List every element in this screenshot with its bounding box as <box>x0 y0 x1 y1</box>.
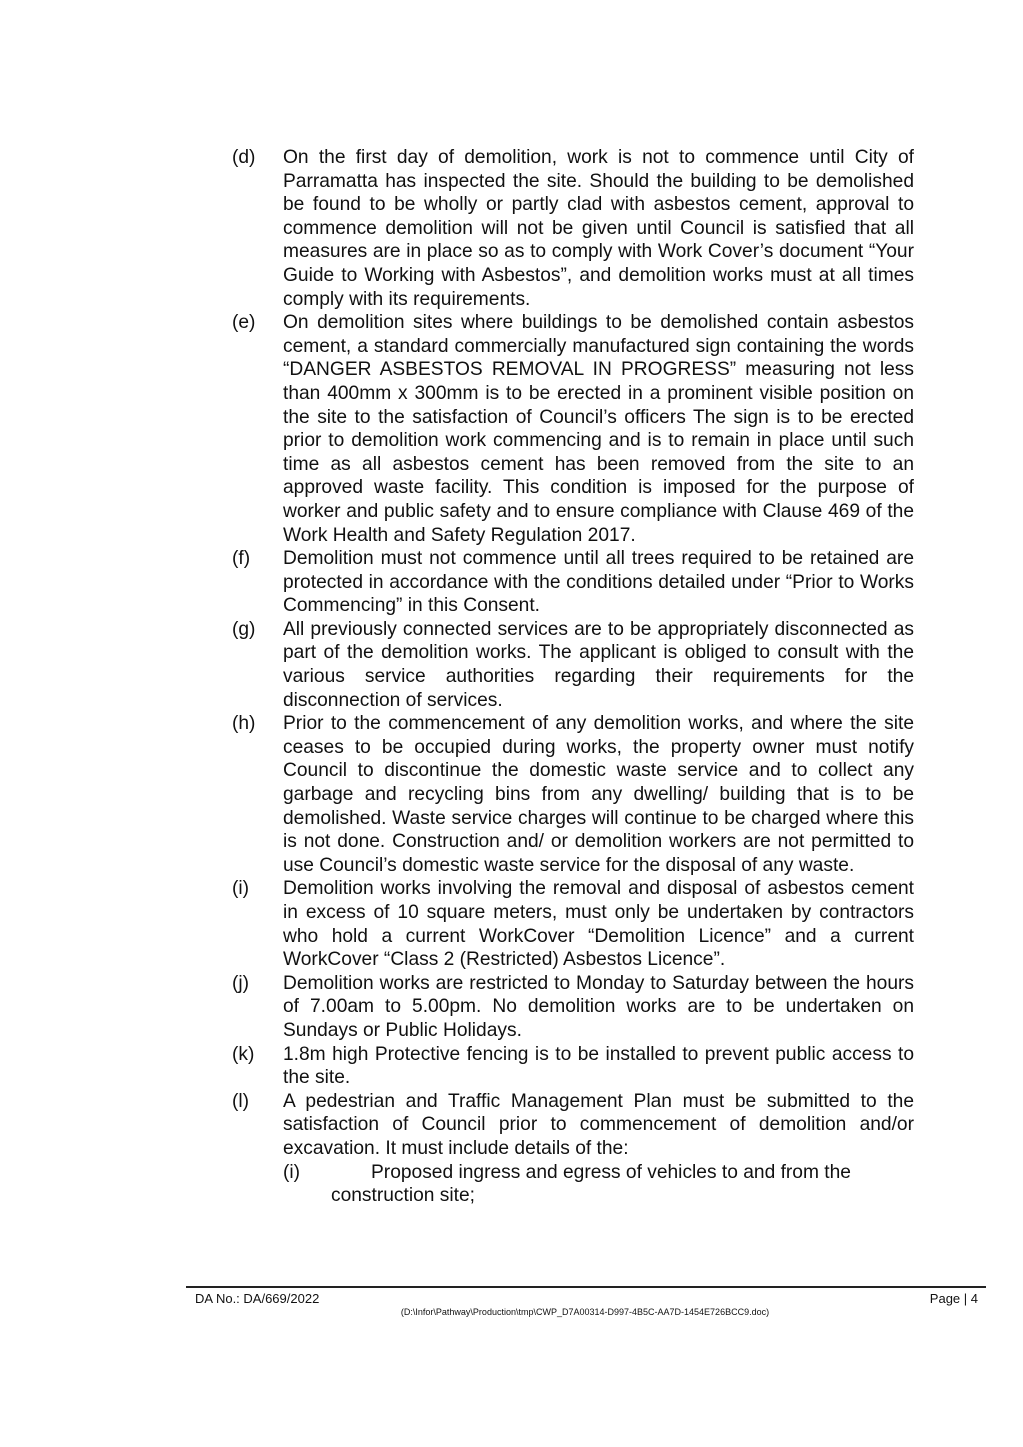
condition-marker: (d) <box>232 147 256 168</box>
condition-text: 1.8m high Protective fencing is to be installed to prevent public access to the site. <box>283 1043 914 1089</box>
footer-file-path: (D:\Infor\Pathway\Production\tmp\CWP_D7A00314-D997-4B5C-AA7D-1454E726BCC9.doc) <box>400 1307 770 1317</box>
conditions-list <box>232 146 914 1208</box>
condition-text-body: A pedestrian and Traffic Management Plan must be submitted to the satisfaction of Council prior to commencement of demolition and/or excavation. It must include details of the: <box>283 1090 914 1159</box>
condition-text: On the first day of demolition, work is not to commence until City of Parramatta has inspected the site. Should the building to be demolished be found to be wholly or partly clad with asbestos cement, approval to commence demolition will not be given until Council is satisfied that all measures are in place so as to comply with Work Cover’s document “Your Guide to Working with Asbestos”, and demolition works must at all times comply with its requirements. <box>283 147 914 310</box>
condition-k <box>232 1043 914 1090</box>
condition-l <box>232 1090 914 1208</box>
condition-marker: (e) <box>232 312 256 334</box>
condition-d <box>232 146 914 311</box>
footer-page-number: Page | 4 <box>929 1291 978 1306</box>
subcondition-text-line: Proposed ingress and egress of vehicles to and from the <box>371 1161 851 1183</box>
footer-da-number: DA No.: DA/669/2022 <box>195 1291 320 1306</box>
condition-text: Demolition must not commence until all trees required to be retained are protected in accordance with the conditions detailed under “Prior to Works Commencing” in this Consent. <box>283 548 914 617</box>
condition-j <box>232 972 914 1043</box>
condition-marker: (j) <box>232 972 250 994</box>
subcondition-marker: (i) <box>283 1161 301 1183</box>
condition-i <box>232 877 914 971</box>
condition-marker: (i) <box>232 878 250 900</box>
condition-text: All previously connected services are to be appropriately disconnected as part of the demolition works. The applicant is obliged to consult with the various service authorities regarding their requirements for the disconnection of services. <box>283 618 914 711</box>
condition-text: On demolition sites where buildings to be demolished contain asbestos cement, a standard commercially manufactured sign containing the words “DANGER ASBESTOS REMOVAL IN PROGRESS” measuring not less than 400mm x 300mm is to be erected in a prominent visible position on the site to the satisfaction of Council’s officers The sign is to be erected prior to demolition work commencing and is to remain in place until such time as all asbestos cement has been removed from the site to an approved waste facility. This condition is imposed for the purpose of worker and public safety and to ensure compliance with Clause 469 of the Work Health and Safety Regulation 2017. <box>283 312 914 546</box>
condition-h <box>232 712 914 877</box>
condition-text <box>283 1090 914 1208</box>
condition-f <box>232 547 914 618</box>
condition-marker: (g) <box>232 618 256 640</box>
subcondition-i <box>283 1161 914 1208</box>
condition-e <box>232 311 914 547</box>
condition-text: Demolition works involving the removal and disposal of asbestos cement in excess of 10 square meters, must only be undertaken by contractors who hold a current WorkCover “Demolition Licence” and a current WorkCover “Class 2 (Restricted) Asbestos Licence”. <box>283 878 914 971</box>
condition-marker: (l) <box>232 1090 250 1112</box>
subcondition-text <box>331 1161 914 1208</box>
condition-marker: (f) <box>232 548 251 570</box>
condition-marker: (h) <box>232 713 256 735</box>
condition-marker: (k) <box>232 1043 255 1065</box>
condition-text: Prior to the commencement of any demolition works, and where the site ceases to be occupied during works, the property owner must notify Council to discontinue the domestic waste service and to collect any garbage and recycling bins from any dwelling/ building that is to be demolished. Waste service charges will continue to be charged where this is not done. Construction and/ or demolition workers are not permitted to use Council’s domestic waste service for the disposal of any waste. <box>283 713 914 876</box>
condition-g <box>232 618 914 712</box>
subcondition-text-continuation: construction site; <box>331 1185 475 1207</box>
footer-divider <box>186 1286 986 1288</box>
condition-text: Demolition works are restricted to Monday to Saturday between the hours of 7.00am to 5.00pm. No demolition works are to be undertaken on Sundays or Public Holidays. <box>283 972 914 1041</box>
